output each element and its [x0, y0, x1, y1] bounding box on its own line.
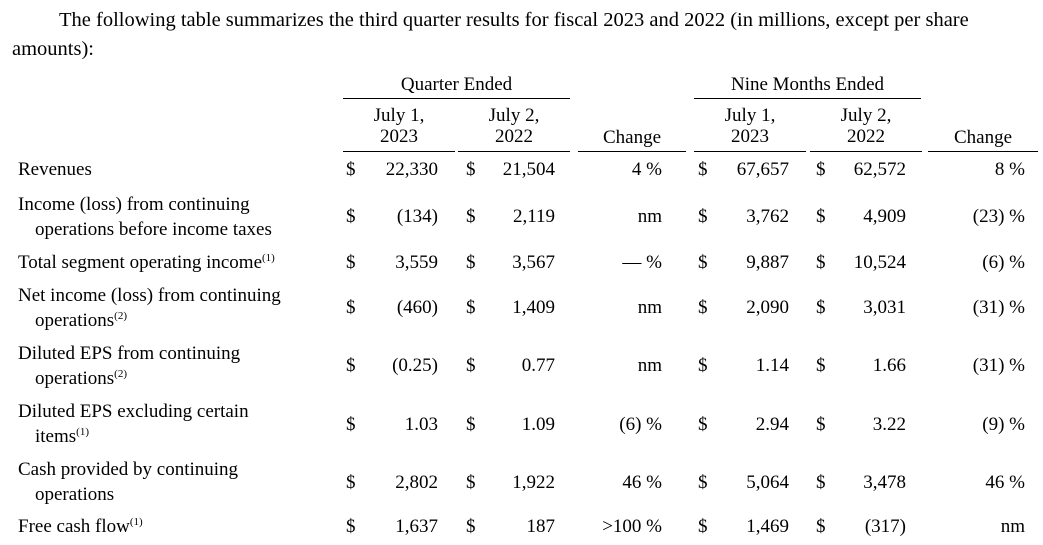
cell-value: 3,567	[512, 252, 555, 273]
cell-value: 3,031	[863, 297, 906, 318]
dollar-sign: $	[466, 206, 476, 227]
q-col1-rule	[343, 151, 455, 152]
row-label-line1: Free cash flow	[18, 516, 130, 537]
cell-value: (6) %	[619, 414, 662, 435]
row-label-line1: Net income (loss) from continuing	[18, 285, 281, 306]
quarter-ended-rule	[343, 98, 570, 99]
cell-value: 1.03	[404, 414, 438, 435]
row-label-line2	[18, 482, 238, 507]
q-col1-header-line1: July 1,	[373, 105, 425, 126]
footnote-marker: (2)	[114, 310, 127, 322]
cell-value: (31) %	[972, 355, 1025, 376]
cell-value: 21,504	[502, 159, 555, 180]
cell-value: 2,802	[395, 472, 438, 493]
dollar-sign: $	[346, 414, 356, 435]
cell-value: 2,090	[746, 297, 789, 318]
dollar-sign: $	[816, 297, 826, 318]
dollar-sign: $	[698, 159, 708, 180]
n-col2-header	[810, 105, 922, 147]
cell-value: 5,064	[746, 472, 789, 493]
dollar-sign: $	[466, 297, 476, 318]
dollar-sign: $	[346, 472, 356, 493]
cell-value: 1,409	[512, 297, 555, 318]
cell-value: 8 %	[994, 159, 1025, 180]
row-label	[18, 457, 238, 507]
dollar-sign: $	[346, 355, 356, 376]
dollar-sign: $	[816, 414, 826, 435]
row-label-line2-text: operations	[35, 310, 115, 331]
q-col1-header	[343, 105, 455, 147]
dollar-sign: $	[466, 159, 476, 180]
row-label-line1: Total segment operating income	[18, 252, 263, 273]
row-label	[18, 192, 272, 242]
cell-value: 3,762	[746, 206, 789, 227]
cell-value: (460)	[396, 297, 438, 318]
cell-value: 2,119	[512, 206, 555, 227]
row-label-line1: Cash provided by continuing	[18, 459, 239, 480]
cell-value: 1,922	[512, 472, 555, 493]
dollar-sign: $	[698, 355, 708, 376]
cell-value: 67,657	[736, 159, 789, 180]
n-col1-header-line1: July 1,	[724, 105, 776, 126]
dollar-sign: $	[346, 297, 356, 318]
dollar-sign: $	[346, 206, 356, 227]
dollar-sign: $	[816, 355, 826, 376]
row-label	[18, 250, 275, 275]
cell-value: 1,469	[746, 516, 789, 537]
cell-value: 4 %	[631, 159, 662, 180]
dollar-sign: $	[698, 414, 708, 435]
row-label	[18, 341, 240, 391]
footnote-marker: (1)	[129, 516, 143, 528]
n-change-header: Change	[953, 127, 1013, 148]
cell-value: nm	[637, 355, 662, 376]
row-label	[18, 399, 249, 449]
n-col2-rule	[810, 151, 922, 152]
row-label-line1: Diluted EPS excluding certain	[18, 401, 249, 422]
intro-paragraph: The following table summarizes the third quarter results for fiscal 2023 and 2022 (in millions, except per share amounts):	[12, 9, 969, 60]
row-label	[18, 514, 143, 539]
footnote-marker: (2)	[114, 368, 127, 380]
row-label-line2	[18, 308, 281, 333]
cell-value: 3.22	[872, 414, 906, 435]
n-col1-header-line2: 2023	[731, 126, 769, 147]
cell-value: (0.25)	[392, 355, 438, 376]
cell-value: (317)	[864, 516, 906, 537]
row-label-line2-text: items	[35, 426, 77, 447]
dollar-sign: $	[346, 252, 356, 273]
footnote-marker: (1)	[76, 426, 89, 438]
cell-value: — %	[622, 252, 662, 273]
n-col2-header-line1: July 2,	[840, 105, 892, 126]
dollar-sign: $	[466, 472, 476, 493]
cell-value: 1.09	[521, 414, 555, 435]
q-col2-header	[458, 105, 570, 147]
nine-months-header: Nine Months Ended	[730, 74, 885, 95]
row-label-line2-text: operations	[35, 484, 115, 505]
dollar-sign: $	[698, 516, 708, 537]
cell-value: (134)	[396, 206, 438, 227]
row-label-line1: Income (loss) from continuing	[18, 194, 250, 215]
dollar-sign: $	[466, 414, 476, 435]
n-col1-header	[694, 105, 806, 147]
cell-value: 1,637	[395, 516, 438, 537]
dollar-sign: $	[816, 159, 826, 180]
cell-value: nm	[637, 206, 662, 227]
row-label	[18, 157, 92, 182]
row-label	[18, 283, 281, 333]
dollar-sign: $	[466, 355, 476, 376]
nine-months-rule	[694, 98, 921, 99]
cell-value: 187	[526, 516, 555, 537]
cell-value: 22,330	[385, 159, 438, 180]
cell-value: 1.14	[755, 355, 789, 376]
cell-value: (6) %	[982, 252, 1025, 273]
dollar-sign: $	[816, 252, 826, 273]
q-col1-header-line2: 2023	[380, 126, 418, 147]
dollar-sign: $	[816, 472, 826, 493]
n-col2-header-line2: 2022	[847, 126, 885, 147]
cell-value: 2.94	[755, 414, 789, 435]
row-label-line2	[18, 424, 249, 449]
row-label-line2	[18, 217, 272, 242]
q-change-rule	[578, 151, 686, 152]
n-change-rule	[928, 151, 1038, 152]
n-col1-rule	[694, 151, 806, 152]
q-col2-rule	[458, 151, 570, 152]
quarter-ended-header: Quarter Ended	[400, 74, 513, 95]
dollar-sign: $	[698, 472, 708, 493]
dollar-sign: $	[466, 516, 476, 537]
row-label-line2-text: operations	[35, 368, 115, 389]
footnote-marker: (1)	[262, 252, 275, 264]
dollar-sign: $	[466, 252, 476, 273]
q-change-header: Change	[602, 127, 662, 148]
dollar-sign: $	[698, 252, 708, 273]
cell-value: (9) %	[982, 414, 1025, 435]
dollar-sign: $	[816, 206, 826, 227]
q-col2-header-line1: July 2,	[488, 105, 540, 126]
cell-value: 62,572	[853, 159, 906, 180]
cell-value: 1.66	[872, 355, 906, 376]
row-label-line2-text: operations before income taxes	[35, 219, 272, 240]
cell-value: nm	[1000, 516, 1025, 537]
dollar-sign: $	[346, 159, 356, 180]
cell-value: nm	[637, 297, 662, 318]
cell-value: 0.77	[521, 355, 555, 376]
row-label-line1: Diluted EPS from continuing	[18, 343, 241, 364]
row-label-line2	[18, 366, 240, 391]
q-col2-header-line2: 2022	[495, 126, 533, 147]
dollar-sign: $	[698, 206, 708, 227]
cell-value: 3,559	[395, 252, 438, 273]
dollar-sign: $	[698, 297, 708, 318]
cell-value: 10,524	[853, 252, 906, 273]
cell-value: 4,909	[863, 206, 906, 227]
row-label-line1: Revenues	[18, 159, 92, 180]
dollar-sign: $	[816, 516, 826, 537]
cell-value: 46 %	[985, 472, 1025, 493]
dollar-sign: $	[346, 516, 356, 537]
cell-value: >100 %	[602, 516, 662, 537]
cell-value: 9,887	[746, 252, 789, 273]
cell-value: (23) %	[972, 206, 1025, 227]
cell-value: 3,478	[863, 472, 906, 493]
cell-value: (31) %	[972, 297, 1025, 318]
cell-value: 46 %	[622, 472, 662, 493]
